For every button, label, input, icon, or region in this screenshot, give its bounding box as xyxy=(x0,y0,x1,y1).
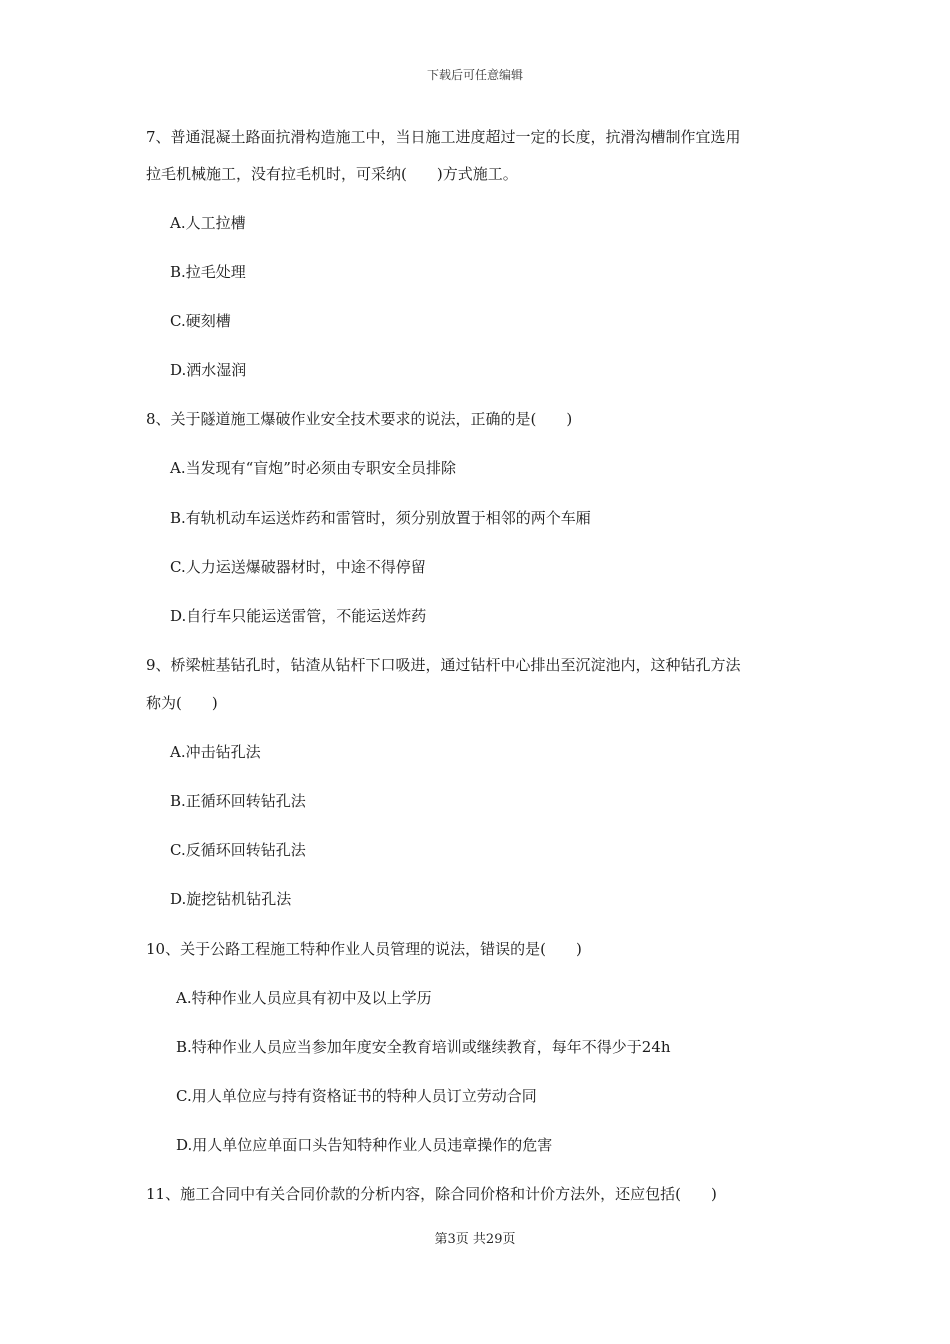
question-9-option-c: C.反循环回转钻孔法 xyxy=(170,841,306,859)
question-7-option-a: A.人工拉槽 xyxy=(170,214,246,232)
question-7-option-d: D.洒水湿润 xyxy=(170,361,247,379)
question-8-stem-line-1: 8、关于隧道施工爆破作业安全技术要求的说法，正确的是( ) xyxy=(146,410,573,428)
question-10-option-c: C.用人单位应与持有资格证书的特种人员订立劳动合同 xyxy=(176,1087,537,1105)
question-11-stem-line-1: 11、施工合同中有关合同价款的分析内容，除合同价格和计价方法外，还应包括( ) xyxy=(146,1185,717,1203)
question-10-option-d: D.用人单位应单面口头告知特种作业人员违章操作的危害 xyxy=(176,1136,553,1154)
question-9-option-b: B.正循环回转钻孔法 xyxy=(170,792,306,810)
question-8-option-b: B.有轨机动车运送炸药和雷管时，须分别放置于相邻的两个车厢 xyxy=(170,509,591,527)
question-8-option-d: D.自行车只能运送雷管，不能运送炸药 xyxy=(170,607,427,625)
question-7-option-b: B.拉毛处理 xyxy=(170,263,246,281)
question-7-option-c: C.硬刻槽 xyxy=(170,312,231,330)
page-header: 下载后可任意编辑 xyxy=(426,68,523,82)
question-10-option-b: B.特种作业人员应当参加年度安全教育培训或继续教育，每年不得少于24h xyxy=(176,1038,671,1056)
question-9-stem-line-1: 9、桥梁桩基钻孔时，钻渣从钻杆下口吸进，通过钻杆中心排出至沉淀池内，这种钻孔方法 xyxy=(146,656,741,674)
question-8-option-c: C.人力运送爆破器材时，中途不得停留 xyxy=(170,558,426,576)
question-8-option-a: A.当发现有“盲炮”时必须由专职安全员排除 xyxy=(170,459,456,477)
page-footer: 第3页 共29页 xyxy=(434,1232,516,1247)
question-9-option-d: D.旋挖钻机钻孔法 xyxy=(170,890,292,908)
question-9-stem-line-2: 称为( ) xyxy=(146,694,218,712)
question-7-stem-line-1: 7、普通混凝土路面抗滑构造施工中，当日施工进度超过一定的长度，抗滑沟槽制作宜选用 xyxy=(146,128,741,146)
question-7-stem-line-2: 拉毛机械施工，没有拉毛机时，可采纳( )方式施工。 xyxy=(146,165,518,183)
question-10-stem-line-1: 10、关于公路工程施工特种作业人员管理的说法，错误的是( ) xyxy=(146,940,582,958)
question-9-option-a: A.冲击钻孔法 xyxy=(170,743,261,761)
question-10-option-a: A.特种作业人员应具有初中及以上学历 xyxy=(176,989,432,1007)
